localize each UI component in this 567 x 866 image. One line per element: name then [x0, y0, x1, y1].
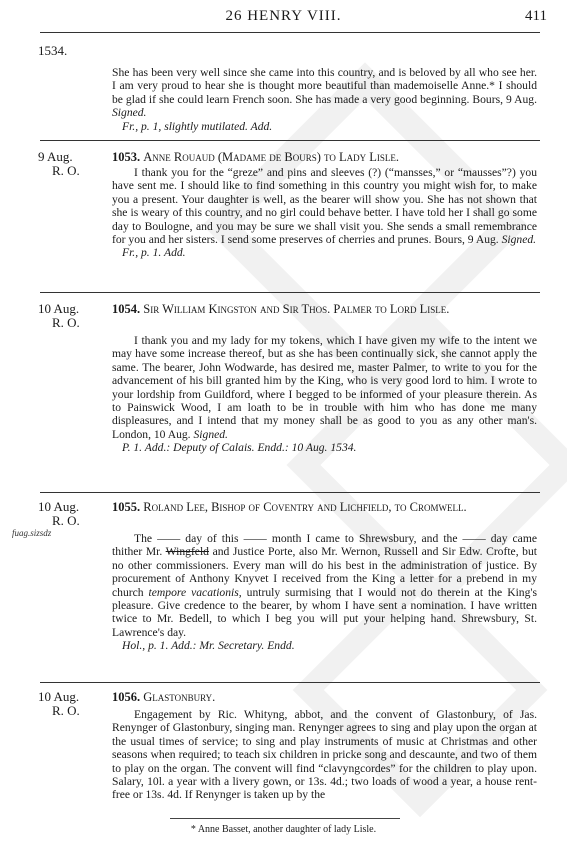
signed-note: Signed.	[193, 427, 228, 441]
source-text: R. O.	[52, 703, 80, 718]
entry-rule	[40, 492, 540, 493]
entry-title: Anne Rouaud (Madame de Bours) to Lady Lisle.	[143, 150, 399, 164]
reference-note: Fr., p. 1. Add.	[122, 246, 186, 260]
entry-rule	[40, 682, 540, 683]
entry-heading-1053	[112, 150, 537, 164]
date-text: 10 Aug.	[38, 301, 80, 316]
source-text: R. O.	[52, 315, 80, 330]
reference-note: Hol., p. 1. Add.: Mr. Secretary. Endd.	[122, 639, 295, 653]
entry-date-1053	[38, 150, 108, 178]
entry-number: 1053.	[112, 150, 141, 164]
running-head-title: 26 HENRY VIII.	[225, 8, 342, 24]
entry-body-1056	[112, 708, 537, 802]
entry-paragraph: The —— day of this —— month I came to Shrewsbury, and the —— day came thither Mr.	[112, 532, 537, 559]
year-text: 1534.	[38, 43, 68, 58]
latin-phrase: tempore vacationis,	[148, 585, 242, 599]
date-text: 9 Aug.	[38, 149, 73, 164]
marginal-annotation: fuag.sizsdz	[12, 528, 52, 538]
year-label	[38, 44, 108, 58]
continuation-paragraph: She has been very well since she came into this country, and is beloved by all who see her. I am very proud to hear she is thought more beautiful than mademoiselle Anne.* I should be glad if she could learn French soon. She has made a very good beginning. Bours, 9 Aug.	[112, 66, 537, 106]
entry-heading-1054	[112, 302, 537, 316]
entry-paragraph: Engagement by Ric. Whityng, abbot, and the convent of Glastonbury, of Jas. Renynger of Glastonbury, singing man. Renynger agrees to sing and play upon the organ at the usual times of service; to sing and play instruments of music at Christmas and other seasons when required; to teach six children in pricke song and descaunte, and two of them to play on the organ. The convent will find “clavyngcordes” for the children to play upon. Salary, 10l. a year with a livery gown, or 13s. 4d.; two loads of wood a year, a house rent-free or 13s. 4d. If Renynger is taken up by the	[112, 708, 537, 802]
entry-number: 1056.	[112, 690, 141, 704]
footnote-rule	[170, 818, 400, 819]
source-text: R. O.	[52, 163, 80, 178]
entry-number: 1055.	[112, 500, 141, 514]
entry-body-1054	[112, 334, 537, 455]
entry-paragraph: I thank you and my lady for my tokens, which I have given my wife to the intent we may have some increase thereof, but as she has been continually sick, she cannot apply the same. The bearer, John Wodwarde, has desired me, master Palmer, to write to you for the advancement of his bill granted him by the King, who is very good lord to him. I wrote to your lordship from Guildford, where I begged to be informed of your pleasure therein. As to Painswick Wood, I am loath to be in trouble with him who has done me many displeasures, and I intend that my money shall be as good to you as any other man's. London, 10 Aug.	[112, 334, 537, 441]
entry-paragraph: I thank you for the “greze” and pins and sleeves (?) (“mansses,” or “mausses”?) you have sent me. I should like to find something in this country you might wish for, to make you a present. Your daughter is well, as the bearer will show you. She has not shown that she is weary of this country, and no girl could behave better. I have told her I shall go some day to Boulogne, and you may be sure we shall visit you. She sends a small remembrance for you and her sisters. I send some preserves of cherries and prunes. Bours, 9 Aug.	[112, 166, 537, 247]
reference-note: P. 1. Add.: Deputy of Calais. Endd.: 10 Aug. 1534.	[122, 441, 357, 455]
date-text: 10 Aug.	[38, 689, 80, 704]
date-text: 10 Aug.	[38, 499, 80, 514]
entry-rule	[40, 140, 540, 141]
entry-date-1056	[38, 690, 108, 718]
entry-number: 1054.	[112, 302, 141, 316]
header-rule	[40, 32, 540, 33]
entry-date-1054	[38, 302, 108, 330]
struck-word: Wingfeld	[165, 545, 209, 559]
source-text: R. O.	[52, 513, 80, 528]
entry-paragraph: and Justice Porte, also Mr. Wernon, Russell and Sir Edw. Crofte, but no other commissioners. Every man will do his best in the administration of justice. By procurement of Anthony Knyvet I received from the King a letter for a prebend in my church	[112, 545, 537, 599]
entry-title: Roland Lee, Bishop of Coventry and Lichfield, to Cromwell.	[143, 500, 467, 514]
entry-body-1055	[112, 532, 537, 653]
entry-paragraph: untruly surmising that I would not do therein at the King's pleasure. Give credence to the bearer, by whom I have sent a nomination. I have written twice to Mr. Bedell, to which I beg you will put your helping hand. Shrewsbury, St. Lawrence's day.	[112, 585, 537, 639]
entry-rule	[40, 292, 540, 293]
entry-body-1053	[112, 166, 537, 260]
entry-date-1055	[38, 500, 108, 528]
entry-heading-1056	[112, 690, 537, 704]
signed-note: Signed.	[112, 106, 147, 120]
reference-note: Fr., p. 1, slightly mutilated. Add.	[122, 119, 273, 133]
signed-note: Signed.	[501, 233, 537, 247]
entry-heading-1055	[112, 500, 537, 514]
running-head	[0, 8, 567, 28]
entry-title: Sir William Kingston and Sir Thos. Palmer to Lord Lisle.	[143, 302, 450, 316]
page-number: 411	[525, 8, 547, 24]
entry-title: Glastonbury.	[143, 690, 216, 704]
footnote: * Anne Basset, another daughter of lady Lisle.	[190, 824, 377, 835]
continuation-text	[112, 66, 537, 133]
